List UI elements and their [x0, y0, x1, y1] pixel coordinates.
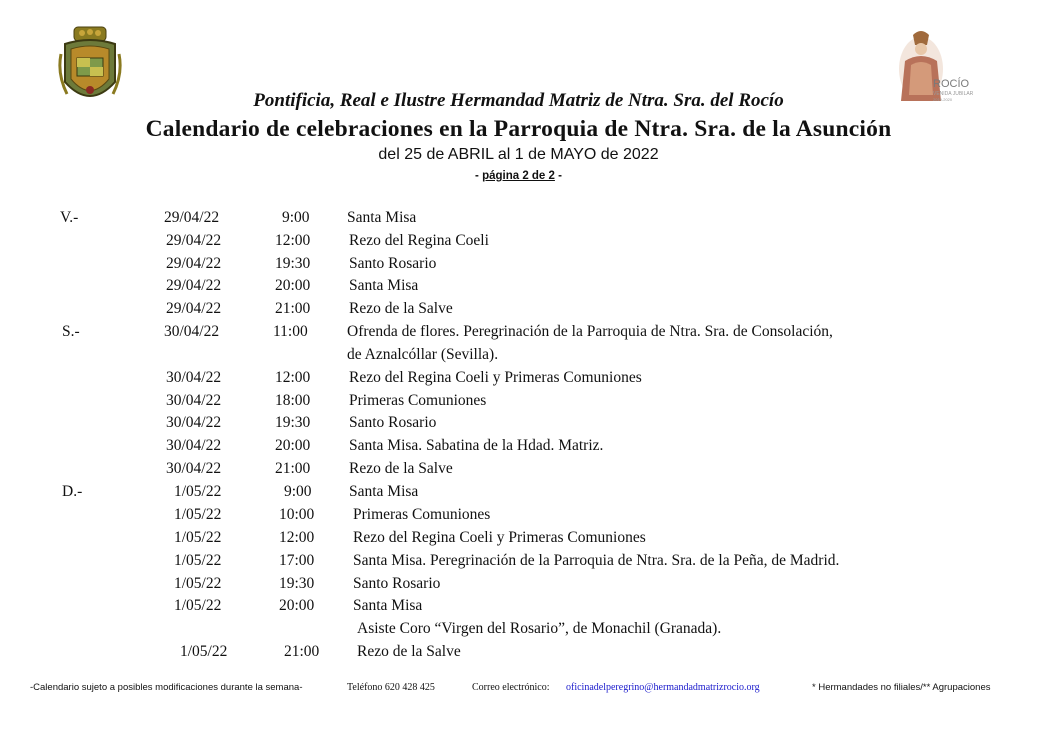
footer-email-link[interactable]: oficinadelperegrino@hermandadmatrizrocio.org [566, 682, 760, 693]
row-time: 21:00 [275, 300, 311, 317]
row-day: V.- [60, 209, 79, 226]
row-event: Santa Misa [349, 277, 419, 294]
schedule-row [0, 527, 1037, 549]
row-time: 11:00 [273, 323, 308, 340]
hermandad-subtitle: Pontificia, Real e Ilustre Hermandad Matriz de Ntra. Sra. del Rocío [253, 90, 784, 111]
logo-rocio-text: ROCÍO [933, 78, 970, 90]
logo-years-text: 2019-2020 [933, 97, 953, 102]
footer-note: * Hermandades no filiales/** Agrupaciones [812, 682, 991, 693]
schedule-row [0, 504, 1037, 526]
row-date: 30/04/22 [166, 392, 222, 409]
row-date: 30/04/22 [166, 460, 222, 477]
row-event: Rezo del Regina Coeli [349, 232, 489, 249]
row-time: 21:00 [275, 460, 311, 477]
footer-phone: Teléfono 620 428 425 [347, 682, 435, 693]
logo-venida-text: VENIDA JUBILAR [933, 91, 974, 97]
page-indicator [0, 170, 1037, 182]
row-date: 29/04/22 [164, 209, 220, 226]
schedule-row [0, 595, 1037, 617]
row-date: 1/05/22 [174, 597, 222, 614]
schedule-row [0, 618, 1037, 640]
row-time: 12:00 [275, 232, 311, 249]
row-time: 20:00 [275, 277, 311, 294]
row-date: 1/05/22 [180, 643, 228, 660]
row-time: 10:00 [279, 506, 315, 523]
row-event: Ofrenda de flores. Peregrinación de la Parroquia de Ntra. Sra. de Consolación, [347, 323, 833, 340]
row-time: 19:30 [279, 575, 315, 592]
row-time: 19:30 [275, 255, 311, 272]
row-date: 29/04/22 [166, 277, 222, 294]
row-date: 29/04/22 [166, 300, 222, 317]
row-date: 1/05/22 [174, 529, 222, 546]
row-day: D.- [62, 483, 83, 500]
footer-disclaimer: -Calendario sujeto a posibles modificaciones durante la semana- [30, 682, 303, 693]
row-date: 30/04/22 [164, 323, 220, 340]
row-time: 20:00 [275, 437, 311, 454]
row-date: 1/05/22 [174, 552, 222, 569]
row-time: 12:00 [279, 529, 315, 546]
row-event: Santo Rosario [353, 575, 441, 592]
schedule-row [0, 390, 1037, 412]
page-label: página 2 de 2 [482, 170, 555, 182]
row-date: 1/05/22 [174, 575, 222, 592]
schedule-row [0, 321, 1037, 343]
schedule-row [0, 207, 1037, 229]
row-event: Rezo del Regina Coeli y Primeras Comuniones [353, 529, 646, 546]
row-time: 9:00 [284, 483, 312, 500]
row-date: 1/05/22 [174, 483, 222, 500]
schedule-row [0, 458, 1037, 480]
schedule-row [0, 253, 1037, 275]
row-date: 30/04/22 [166, 437, 222, 454]
row-event: Santa Misa [349, 483, 419, 500]
schedule-row [0, 481, 1037, 503]
row-time: 17:00 [279, 552, 315, 569]
row-date: 1/05/22 [174, 506, 222, 523]
row-event: Rezo de la Salve [357, 643, 461, 660]
schedule-row [0, 550, 1037, 572]
row-day: S.- [62, 323, 80, 340]
page-prefix: - [475, 170, 483, 182]
page-suffix: - [554, 170, 562, 182]
schedule-row [0, 298, 1037, 320]
row-event: Santo Rosario [349, 255, 437, 272]
row-event: Rezo del Regina Coeli y Primeras Comuniones [349, 369, 642, 386]
schedule-row [0, 367, 1037, 389]
row-event: Rezo de la Salve [349, 300, 453, 317]
schedule-row [0, 412, 1037, 434]
row-time: 19:30 [275, 414, 311, 431]
row-event: Santa Misa [353, 597, 423, 614]
row-event: de Aznalcóllar (Sevilla). [347, 346, 499, 363]
footer-email-label: Correo electrónico: [472, 682, 550, 693]
row-date: 30/04/22 [166, 369, 222, 386]
row-date: 30/04/22 [166, 414, 222, 431]
schedule-row [0, 573, 1037, 595]
row-time: 21:00 [284, 643, 320, 660]
row-date: 29/04/22 [166, 255, 222, 272]
row-time: 12:00 [275, 369, 311, 386]
row-event: Primeras Comuniones [349, 392, 487, 409]
row-time: 18:00 [275, 392, 311, 409]
row-time: 9:00 [282, 209, 310, 226]
row-date: 29/04/22 [166, 232, 222, 249]
row-time: 20:00 [279, 597, 315, 614]
row-event: Asiste Coro “Virgen del Rosario”, de Monachil (Granada). [357, 620, 722, 637]
schedule-row [0, 275, 1037, 297]
row-event: Santa Misa. Sabatina de la Hdad. Matriz. [349, 437, 604, 454]
page-title: Calendario de celebraciones en la Parroquia de Ntra. Sra. de la Asunción [145, 116, 892, 142]
date-range: del 25 de ABRIL al 1 de MAYO de 2022 [378, 146, 659, 163]
schedule-row [0, 230, 1037, 252]
schedule-row [0, 435, 1037, 457]
row-event: Primeras Comuniones [353, 506, 491, 523]
schedule-row [0, 641, 1037, 663]
row-event: Santa Misa [347, 209, 417, 226]
row-event: Rezo de la Salve [349, 460, 453, 477]
row-event: Santa Misa. Peregrinación de la Parroquia de Ntra. Sra. de la Peña, de Madrid. [353, 552, 840, 569]
schedule-row [0, 344, 1037, 366]
row-event: Santo Rosario [349, 414, 437, 431]
